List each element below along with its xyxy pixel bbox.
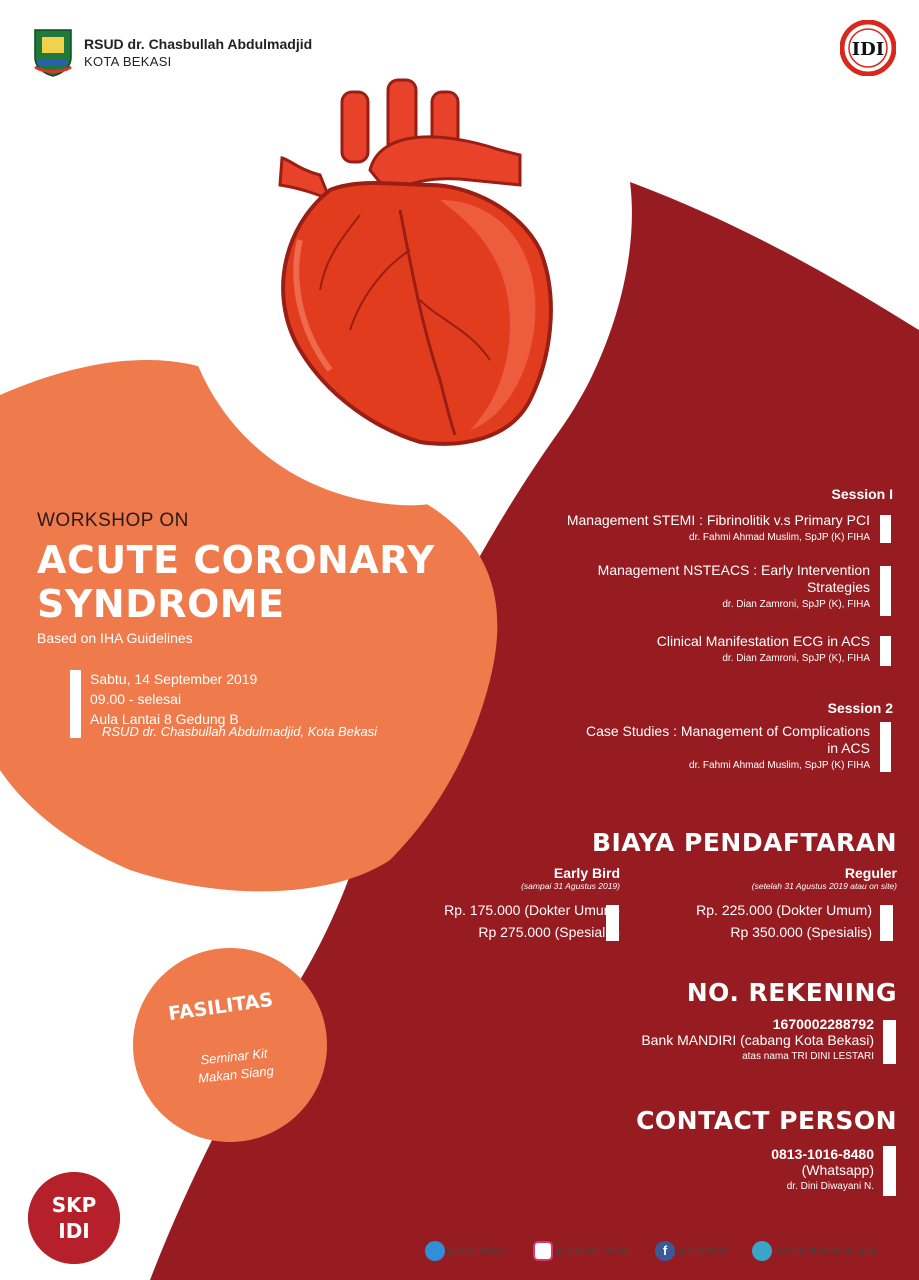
contact-channel: (Whatsapp) <box>801 1162 874 1178</box>
fee-early-label: Early Bird <box>553 865 620 881</box>
instagram-handle: @rsudcam_bekasi <box>555 1245 631 1256</box>
event-venue-detail: RSUD dr. Chasbullah Abdulmadjid, Kota Bekasi <box>102 724 378 739</box>
session-1-talk-3 <box>450 633 870 664</box>
talk-speaker: dr. Fahmi Ahmad Muslim, SpJP (K) FIHA <box>689 532 870 543</box>
talk-speaker: dr. Dian Zamroni, SpJP (K), FIHA <box>722 599 870 610</box>
talk-title-cont: Strategies <box>806 579 870 595</box>
fee-early-line-1: Rp. 175.000 (Dokter Umum) <box>444 902 620 918</box>
svg-text:IDI: IDI <box>851 39 885 60</box>
account-holder: atas nama TRI DINI LESTARI <box>742 1051 874 1062</box>
twitter-handle: @rsud_bekasi <box>447 1245 506 1256</box>
talk-title: Case Studies : Management of Complications <box>585 723 870 739</box>
event-time: 09.00 - selesai <box>90 691 182 707</box>
event-date: Sabtu, 14 September 2019 <box>90 671 258 687</box>
fee-regular-label: Reguler <box>844 865 897 881</box>
talk-title: Management NSTEACS : Early Intervention <box>597 562 870 578</box>
facebook-icon: f <box>655 1241 675 1261</box>
fees-heading: BIAYA PENDAFTARAN <box>591 828 897 857</box>
skp-line-1: SKP <box>51 1193 97 1217</box>
workshop-kicker: WORKSHOP ON <box>37 510 189 531</box>
facilities-circle <box>133 948 327 1142</box>
contact-block <box>574 1146 874 1192</box>
hospital-name: RSUD dr. Chasbullah Abdulmadjid <box>84 36 313 52</box>
contact-name: dr. Dini Diwayani N. <box>786 1181 874 1192</box>
social-instagram[interactable] <box>533 1241 630 1261</box>
fee-early-block <box>340 865 620 943</box>
fee-early-line-2: Rp 275.000 (Spesialis) <box>478 924 620 940</box>
event-info <box>90 669 257 729</box>
contact-heading: CONTACT PERSON <box>636 1106 897 1135</box>
session-2-label: Session 2 <box>827 700 893 716</box>
skp-line-2: IDI <box>58 1219 90 1243</box>
talk-speaker: dr. Dian Zamroni, SpJP (K), FIHA <box>722 653 870 664</box>
social-facebook[interactable] <box>655 1241 730 1261</box>
facility-item: Seminar Kit <box>199 1045 269 1068</box>
idi-logo <box>840 20 896 76</box>
title-line-1: ACUTE CORONARY <box>37 538 435 582</box>
twitter-icon <box>425 1241 445 1261</box>
title-line-2: SYNDROME <box>37 582 285 626</box>
account-number: 1670002288792 <box>772 1016 874 1032</box>
bekasi-logo <box>32 27 74 77</box>
talk-title-cont: in ACS <box>827 740 870 756</box>
globe-icon <box>752 1241 772 1261</box>
account-block <box>514 1016 874 1062</box>
facility-item: Makan Siang <box>197 1063 275 1086</box>
website-url: www.rsudkotabekasi.go.id <box>774 1245 879 1256</box>
talk-title: Clinical Manifestation ECG in ACS <box>656 633 870 649</box>
fee-regular-note: (setelah 31 Agustus 2019 atau on site) <box>751 881 897 891</box>
fee-early-note: (sampai 31 Agustus 2019) <box>521 881 620 891</box>
session-1-talk-2 <box>450 562 870 610</box>
session-1-talk-1 <box>450 512 870 543</box>
session-1-label: Session I <box>831 486 893 502</box>
account-heading: NO. REKENING <box>686 978 897 1007</box>
session-2-talk-1 <box>450 723 870 771</box>
talk-speaker: dr. Fahmi Ahmad Muslim, SpJP (K) FIHA <box>689 760 870 771</box>
social-twitter[interactable] <box>425 1241 505 1261</box>
fee-regular-block <box>617 865 897 943</box>
hospital-city: KOTA BEKASI <box>84 54 172 69</box>
workshop-subtitle: Based on IHA Guidelines <box>37 630 193 646</box>
talk-title: Management STEMI : Fibrinolitik v.s Primary PCI <box>566 512 870 528</box>
account-bank: Bank MANDIRI (cabang Kota Bekasi) <box>641 1032 874 1048</box>
fee-regular-line-2: Rp 350.000 (Spesialis) <box>730 924 872 940</box>
facilities-heading: FASILITAS <box>166 988 275 1026</box>
skp-badge <box>28 1192 120 1244</box>
contact-phone: 0813-1016-8480 <box>771 1146 874 1162</box>
instagram-icon <box>533 1241 553 1261</box>
workshop-title <box>37 538 435 626</box>
event-venue: Aula Lantai 8 Gedung B <box>90 711 239 727</box>
fee-regular-line-1: Rp. 225.000 (Dokter Umum) <box>696 902 872 918</box>
social-website[interactable] <box>752 1241 879 1261</box>
facebook-handle: @rsudbekasi <box>677 1245 731 1256</box>
